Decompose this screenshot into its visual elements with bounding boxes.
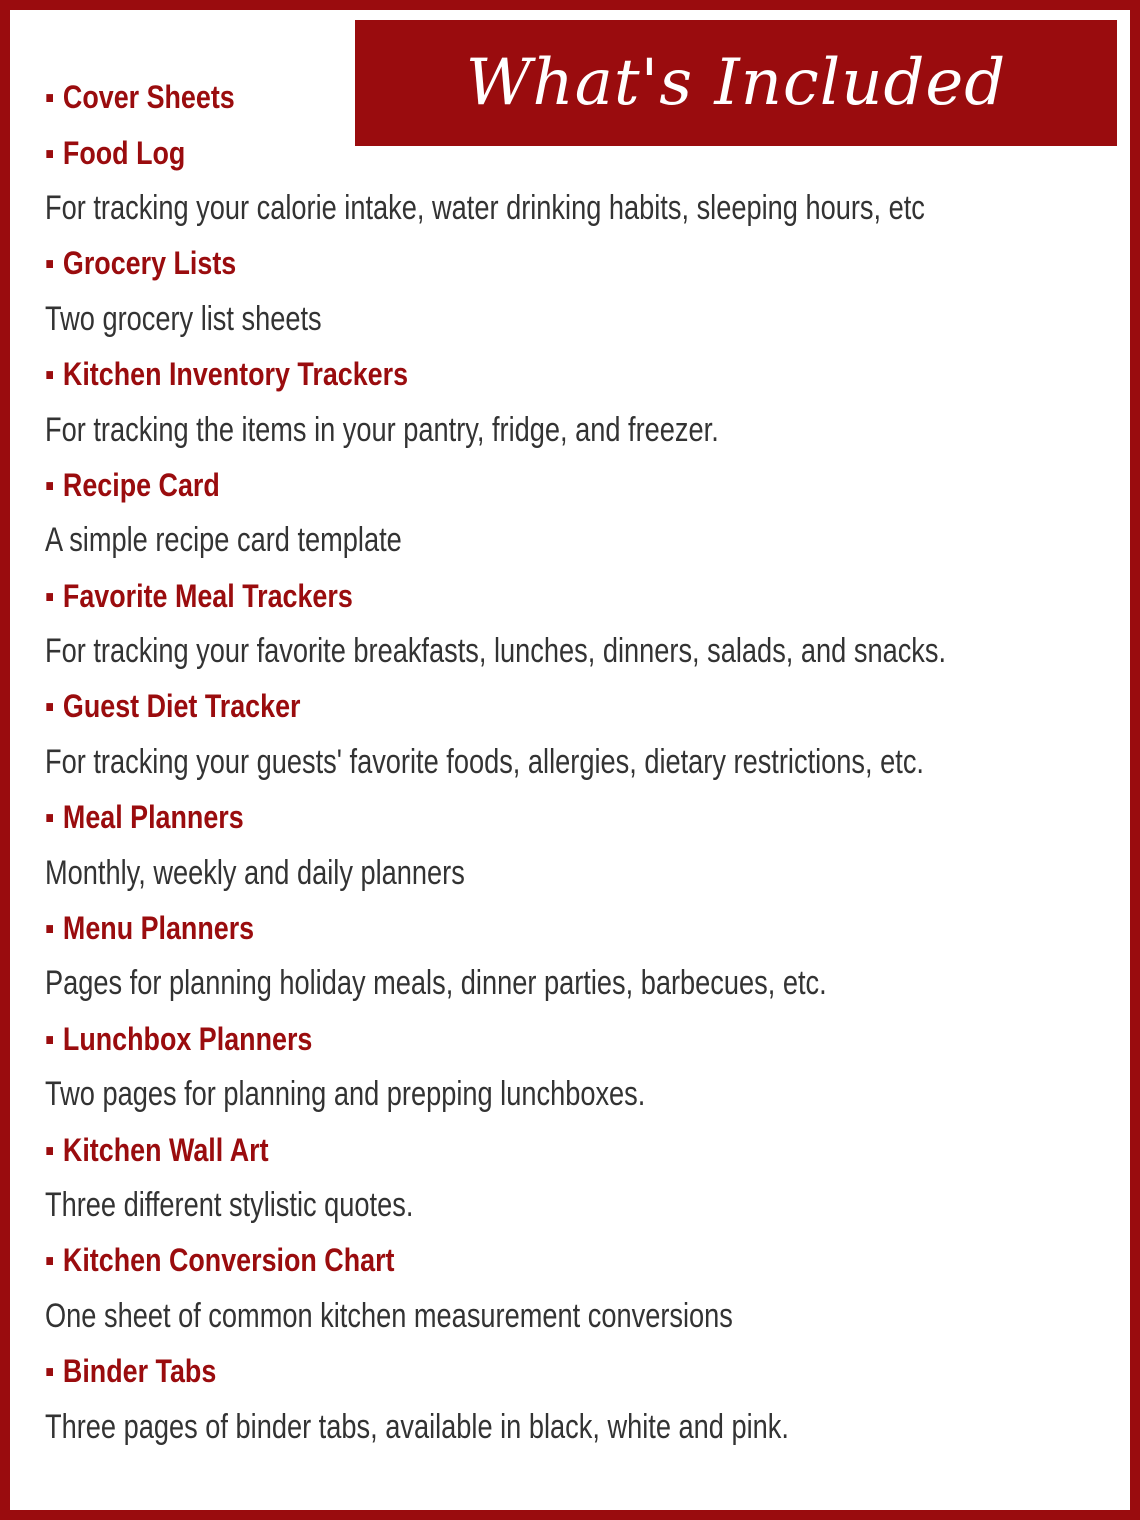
item-heading: Favorite Meal Trackers [62,577,353,614]
bullet-icon: ▪ [45,356,55,393]
item-heading: Kitchen Inventory Trackers [62,356,409,393]
list-item-description [45,956,1125,1011]
list-item-heading [45,236,1125,291]
list-item-description [45,1178,1125,1233]
list-item-heading [45,70,1125,125]
item-description: Two grocery list sheets [45,299,322,338]
item-description: Pages for planning holiday meals, dinner parties, barbecues, etc. [45,964,827,1003]
document-page [10,10,1130,1510]
item-description: For tracking your calorie intake, water drinking habits, sleeping hours, etc [45,188,925,227]
bullet-icon: ▪ [45,910,55,947]
bullet-icon: ▪ [45,688,55,725]
item-heading: Cover Sheets [62,79,235,116]
bullet-icon: ▪ [45,799,55,836]
item-heading: Grocery Lists [62,245,237,282]
list-item-description [45,292,1125,347]
bullet-icon: ▪ [45,134,55,171]
list-item-description [45,845,1125,900]
list-item-description [45,1067,1125,1122]
item-heading: Guest Diet Tracker [62,688,301,725]
item-description: Three different stylistic quotes. [45,1186,414,1224]
list-item-heading [45,125,1125,180]
bullet-icon: ▪ [45,245,55,282]
list-item-heading [45,790,1125,845]
bullet-icon: ▪ [45,1131,55,1168]
item-description: For tracking the items in your pantry, fridge, and freezer. [45,410,719,449]
list-item-heading [45,347,1125,402]
item-heading: Meal Planners [62,799,244,836]
item-description: Three pages of binder tabs, available in black, white and pink. [45,1407,789,1446]
list-item-description [45,402,1125,457]
list-item-heading [45,1344,1125,1399]
list-item-description [45,513,1125,568]
list-item-heading [45,458,1125,513]
list-item-heading [45,1233,1125,1288]
item-heading: Lunchbox Planners [62,1020,313,1057]
item-heading: Food Log [62,134,186,171]
item-description: Monthly, weekly and daily planners [45,853,465,892]
bullet-icon: ▪ [45,466,55,503]
bullet-icon: ▪ [45,1020,55,1057]
list-item-heading [45,1012,1125,1067]
list-item-heading [45,679,1125,734]
item-heading: Menu Planners [62,910,255,947]
bullet-icon: ▪ [45,577,55,614]
list-item-description [45,735,1125,790]
item-description: For tracking your guests' favorite foods, allergies, dietary restrictions, etc. [45,742,924,781]
list-item-description [45,181,1125,236]
item-heading: Kitchen Wall Art [62,1131,269,1168]
bullet-icon: ▪ [45,1242,55,1279]
bullet-icon: ▪ [45,1353,55,1390]
item-heading: Recipe Card [62,466,220,503]
included-items-list [45,70,1125,1455]
bullet-icon: ▪ [45,79,55,116]
page-title: What's Included [465,46,1007,120]
list-item-heading [45,569,1125,624]
item-description: A simple recipe card template [45,521,402,560]
list-item-description [45,1289,1125,1344]
item-heading: Binder Tabs [62,1353,217,1390]
item-description: Two pages for planning and prepping lunchboxes. [45,1075,646,1114]
item-description: One sheet of common kitchen measurement conversions [45,1296,733,1335]
item-heading: Kitchen Conversion Chart [62,1242,395,1279]
list-item-description [45,1399,1125,1454]
item-description: For tracking your favorite breakfasts, lunches, dinners, salads, and snacks. [45,632,947,671]
list-item-heading [45,1122,1125,1177]
list-item-heading [45,901,1125,956]
list-item-description [45,624,1125,679]
